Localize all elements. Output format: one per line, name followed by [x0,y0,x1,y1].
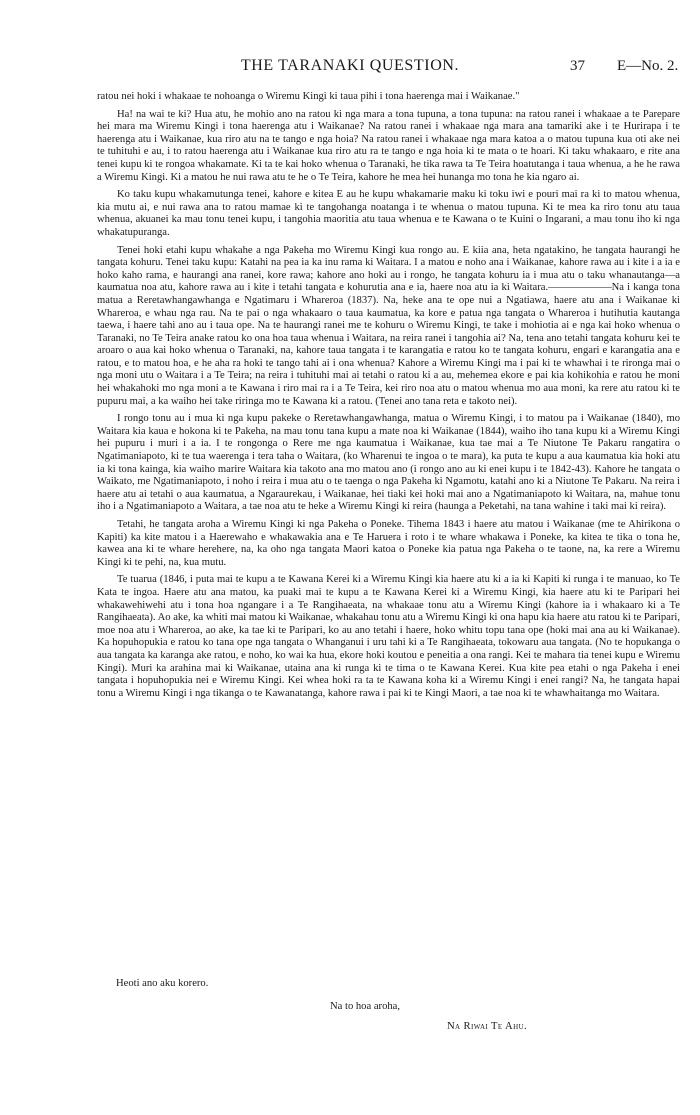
page-title: THE TARANAKI QUESTION. [240,57,460,74]
body-text [97,91,680,705]
paragraph: Tenei hoki etahi kupu whakahe a nga Pakeha mo Wiremu Kingi kua rongo au. E kiia ana, heta ngatakino, he tangata haurangi he tangata kohuru. Tenei taku kupu: Katahi na pea ia ka inu rama ki Waitara. I a matou e noho ana i Waikanae, kahore rawa au i kite i a ia e hoko kaho rama, e haurangi ana ranei, kore rawa; kahore ano hoki au i rongo, he tangata kohuru ia i mua atu o taku whanautanga—a kaumatua noa atu, kahore rawa au i kite i tetahi tangata e kohurutia ana e ia, haere noa atu ia ki Waitara.——————Na i kanga tona matua a Reretawhangawhanga e Ngatimaru i Whareroa (1837). Na, heke ana te ope nui a Ngatiawa, haere atu ana i Waikanae ki Whareroa, e whau nga rau. Na te pai o nga whakaaro o taua kaumatua, ka kore e patua nga tangata o Whareroa i hutihutia kautanga taewa, i haere tahi ano au i taua ope. Na te haurangi ranei me te kohuru o Wiremu Kingi, te take i mohiotia ai e nga kai hoko whenua o Taranaki, no Te Teira anake ratou ko ona hoa taua whenua i Waitara, na reira ranei i tangohia ai? Na, tena ano tetahi tangata kohuru kei te aroaro o aua kai hoko whenua o Taranaki, na, kahore taua tangata i te karangatia e ratou ko te tangata kohuru, engari e karangatia ana e ratou, e to matou hoa, e he aha ra hoki te tango tahi ai i ona whenua? Kahore a Wiremu Kingi ma i pai ki te whawhai i te rironga mai o nga moni utu o Waitara i a Te Teira; na reira i tuhituhi mai ai tetahi o ratou ki a au, mehemea ekore e pai kia kohikohia e ratou he moni hei whakahoki mo nga moni a te Kawana i riro mai ra i a Te Teira, kei riro noa atu o matou whenua mo aua moni, ka rere atu ratou ki te pupuru mai, a ka waiho hei take riringa mo te Kawana ki a ratou. (Tenei ano tana reta e takoto nei). [97,244,680,407]
paragraph-continuation: ratou nei hoki i whakaae te nohoanga o Wiremu Kingi ki taua pihi i tona haerenga mai i Waikanae." [97,91,520,102]
paragraph: I rongo tonu au i mua ki nga kupu pakeke o Reretawhangawhanga, matua o Wiremu Kingi, i to matou pa i Waikanae (1840), mo Waitara kia kaua e hokona ki te Pakeha, na mau tonu tana kupu a mate noa ki Waikanae (1844), waiho iho tana kupu ki a Wiremu Kingi hei pupuru i muri i a ia. I te rongonga o Rere me nga kaumatua i Waikanae, kua tae mai a Te Niutone Te Pakaru rangatira o Ngatimaniapoto, ki te tua waerenga i tera taha o Waitara, (ko Wharenui te ingoa o te mara), ka puta te kupu a aua kaumatua kia hoki atu ia ki tona kainga, kia waiho marire Waitara kia takoto ana mo matou ano (i rongo ano au ki enei kupu i te 1842-43). Kahore he tangata o Waikato, me Ngatimaniapoto, i noho i reira i mua atu o te taenga o nga Pakeha ki Ngamotu, katahi ano ki a Niutone Te Pakaru. Na reira i haere atu ai tetahi o aua kaumatua, a Ngaraurekau, i Waikanae, hei tiaki kei hoki mai ano a Ngatimaniapoto ki Waitara, na, mahue tonu iho i a Ngatimaniapoto a Waitara, a tae noa atu te heke a Wiremu Kingi ki reira (haunga a Peketahi, na tana wahine i taki mai ki reira). [97,413,680,513]
document-reference: E—No. 2. [617,58,679,74]
paragraph: Ko taku kupu whakamutunga tenei, kahore e kitea E au he kupu whakamarie maku ki toku iwi e pouri mai ra ki to matou whenua, kia mutu ai, e nui rawa ana to ratou mamae ki te tangohanga noatanga i te whenua o matou tupuna. Ki te mea ka riro tonu atu taua whenua, akuanei ka mau tonu tenei kupu, i tangohia maoritia atu taua whenua e te Kawana o te Kuini o Ingarani, a mau tonu iho ki nga whakatupuranga. [97,189,680,238]
closing-remark: Heoti ano aku korero. [116,978,209,989]
paragraph: Ha! na wai te ki? Hua atu, he mohio ano na ratou ki nga mara a tona tupuna, a tona tupuna: na ratou ranei i whakaae a te Parepare hei mara ma Wiremu Kingi i tona haerenga atu i Waikanae? Na ratou ranei i whakaae nga mara ana tamariki ake i te Hurirapa i te haerenga atu i Waikanae, kua riro atu na te tango e nga hoia? Na ratou ranei i whakaae nga mara katoa a o matou tupuna kua oti ake nei te tuhituhi e au, i to ratou haerenga atu i Waikanae kua riro atu ra te tango e nga hoia ki te mata o te hoari. Ki taku whakaaro, e rite ana tenei kupu ki te rongoa whakamate. Ki ta te kai hoko whenua o Taranaki, he tika rawa ta Te Teira hoatutanga i taua whenua, a he he rawa a Wiremu Kingi. Ki a matou he nui rawa atu te he o Te Teira, kahore he mea hei hunanga mo tona he kia ngaro ai. [97,108,680,183]
page-header [0,55,700,79]
signature: Na Riwai Te Ahu. [447,1021,528,1032]
paragraph: Tetahi, he tangata aroha a Wiremu Kingi ki nga Pakeha o Poneke. Tihema 1843 i haere atu matou i Waikanae (me te Ahirikona o Kapiti) ka kite matou i a Haerewaho e whakawakia ana e Te Haruera i roto i te whare whakawa i Poneke, ka kitea te tika o tona he, kawea ana ki te whare herehere, na, ka oho nga tangata Maori katoa o Poneke kia patua nga Pakeha o te taone, na, ka rere a Wiremu Kingi ki te pehi, na, kua mutu. [97,519,680,568]
page-number: 37 [570,58,585,74]
paragraph: Te tuarua (1846, i puta mai te kupu a te Kawana Kerei ki a Wiremu Kingi kia haere atu ki a ia ki Kapiti ki runga i te manuao, ko Te Kata te ingoa. Haere atu ana matou, ka puaki mai te kupu a te Kawana Kerei ki a Wiremu Kingi, kia haere atu ki te Paripari hei whakawehiwehi atu i tona hoa ngangare i a Te Rangihaeata, na whakaae tonu atu a Wiremu Kingi (kahore ia i whakaaro ki a Te Rangihaeata). Ao ake, ka whiti mai matou ki Waikanae, whakahau tonu atu a Wiremu Kingi ki ona hapu kia haere atu ratou ki te Paripari, moe noa atu i Whareroa, ao ake, ka tae ki te Paripari, ko au ano tetahi i haere, hoko whitu topu tana ope (hoki mai ana au ki Waikanae). Ka hopuhopukia e ratou ko tana ope nga tangata o Whanganui i uru tahi ki a Te Rangihaeata, tokowaru aua tangata. (No te hopukanga o aua tangata ka karanga ake ratou, e noho, ko wai ka hua, ekore hoki koutou e peneitia a ona rangi. Kei te mahara tia tenei kupu e Wiremu Kingi). Muri ka arahina mai ki Waikanae, utaina ana ki runga ki te tima o te Kawana Kerei. Kua kite pea etahi o nga Pakeha i enei tangata i hopuhopukia nei e Wiremu Kingi. Kei whea hoki ra ta te Kawana koha ki a Wiremu Kingi i enei rangi? Na, he tangata hapai tonu a Wiremu Kingi i nga tikanga o te Kawanatanga, kahore rawa i pai ki te Kingi Maori, a tae noa ki te whawhaitanga mo Waitara. [97,574,680,699]
valediction: Na to hoa aroha, [330,1001,401,1012]
